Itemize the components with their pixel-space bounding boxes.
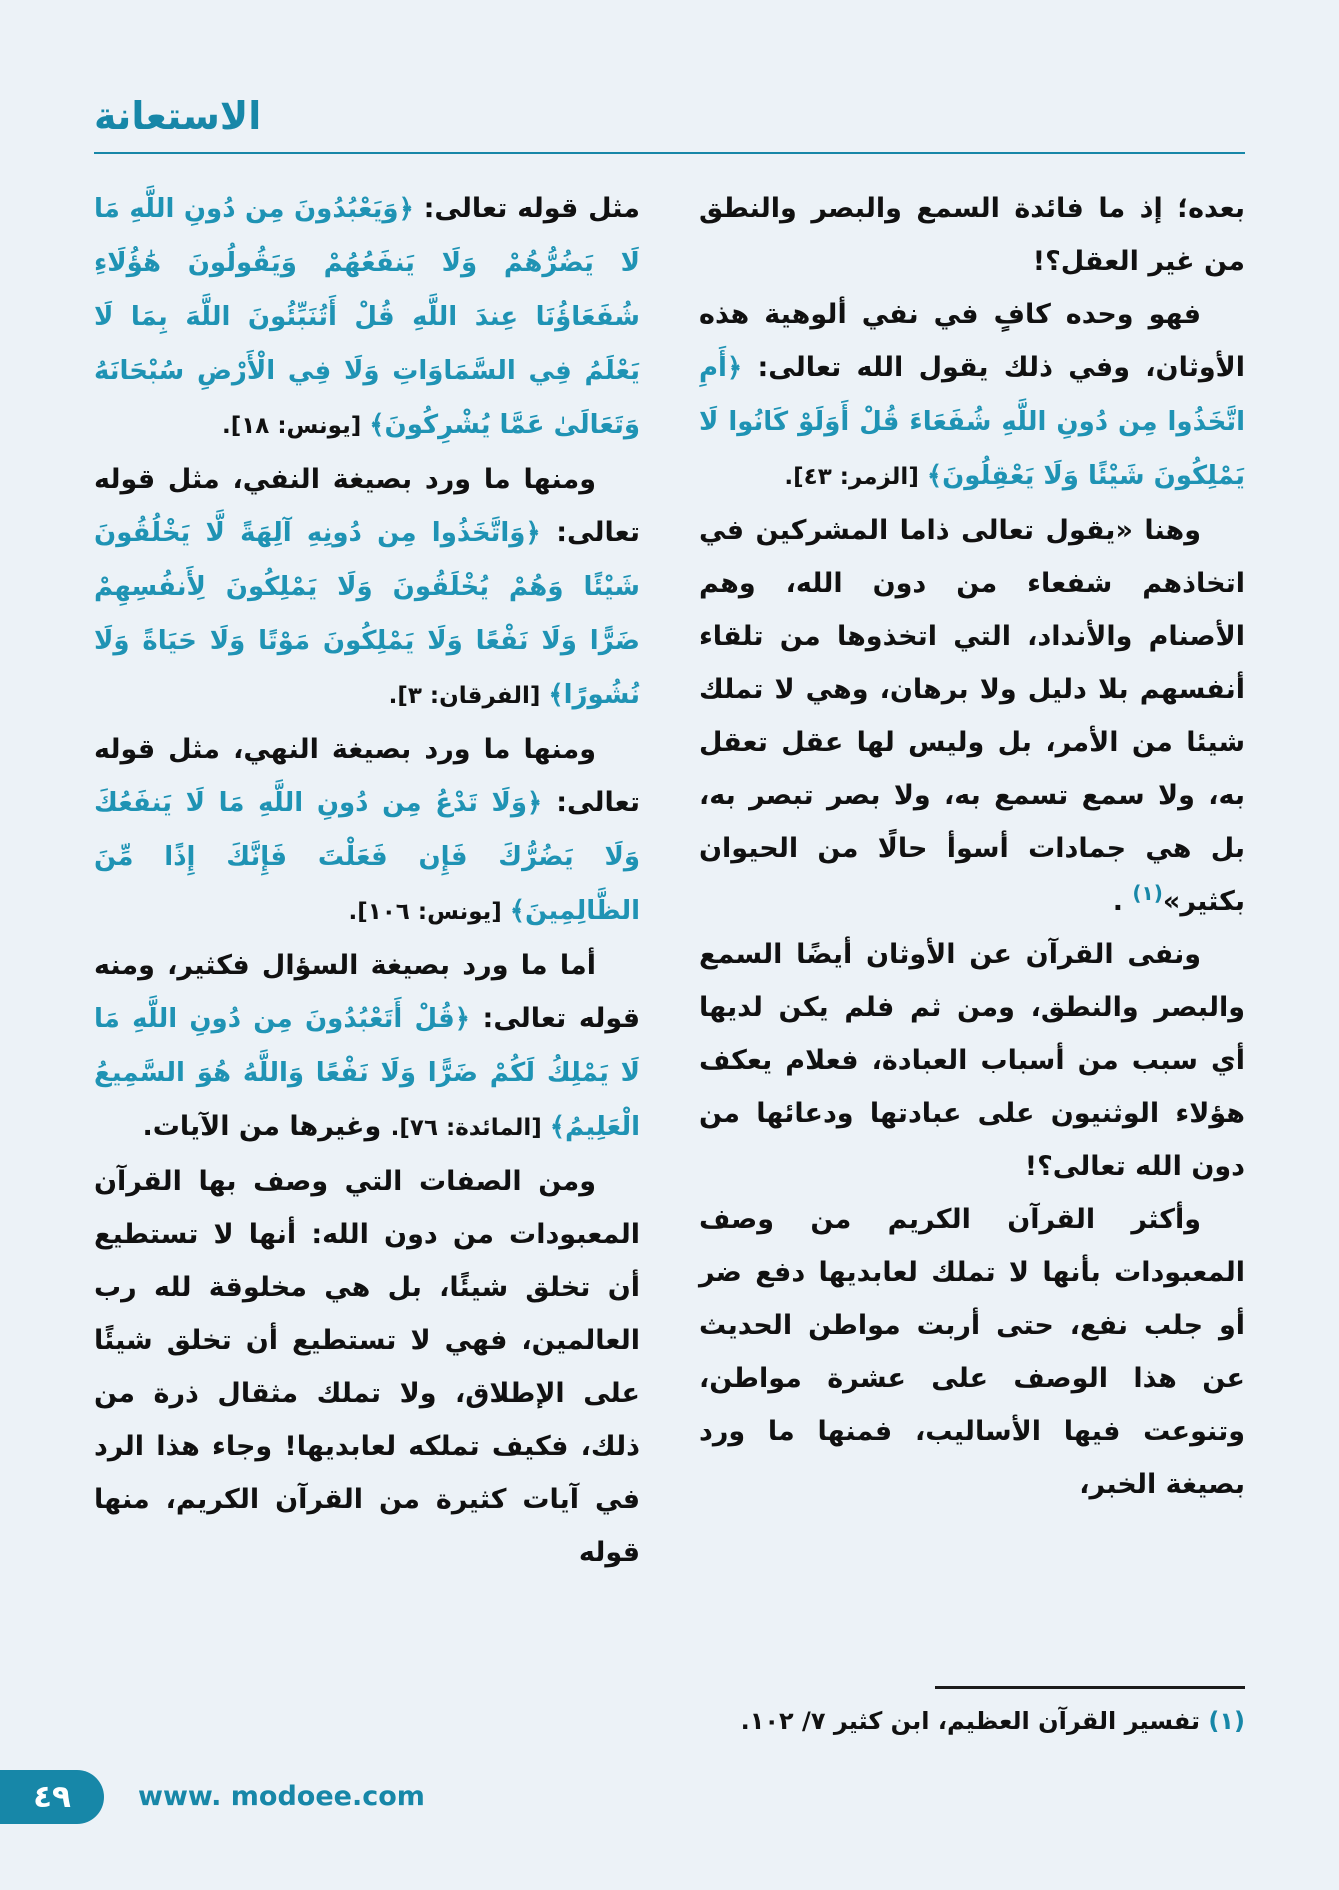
footnote: [699, 1703, 1245, 1739]
paragraph: [94, 1155, 640, 1579]
body-text: ومنها ما ورد بصيغة النفي، مثل قوله تعالى:: [94, 464, 640, 548]
page-number: ٤٩: [33, 1779, 71, 1815]
header-divider: [94, 152, 1245, 154]
page-number-badge: [0, 1770, 104, 1824]
quran-verse: ﴿وَلَا تَدْعُ مِن دُونِ اللَّهِ مَا لَا يَنفَعُكَ وَلَا يَضُرُّكَ فَإِن فَعَلْتَ فَإِنَّكَ إِذًا مِّنَ الظَّالِمِينَ﴾: [94, 788, 640, 926]
body-text: ومنها ما ورد بصيغة النهي، مثل قوله تعالى:: [94, 734, 640, 818]
text-columns: [94, 182, 1245, 1674]
footnote-number: (١): [1208, 1707, 1245, 1735]
body-text: ونفى القرآن عن الأوثان أيضًا السمع والبصر والنطق، ومن ثم فلم يكن لديها أي سبب من أسباب العبادة، فعلام يعكف هؤلاء الوثنيون على عبادتها ودعائها من دون الله تعالى؟!: [699, 939, 1245, 1182]
body-text: فهو وحده كافٍ في نفي ألوهية هذه الأوثان، وفي ذلك يقول الله تعالى:: [699, 299, 1245, 383]
quran-verse: ﴿قُلْ أَتَعْبُدُونَ مِن دُونِ اللَّهِ مَا لَا يَمْلِكُ لَكُمْ ضَرًّا وَلَا نَفْعًا وَاللَّهُ هُوَ السَّمِيعُ الْعَلِيمُ﴾: [94, 1004, 640, 1142]
verse-reference: [المائدة: ٧٦].: [390, 1115, 550, 1141]
paragraph: [94, 182, 640, 453]
verse-reference: [الفرقان: ٣].: [388, 683, 549, 709]
paragraph: [94, 939, 640, 1155]
body-text: ومن الصفات التي وصف بها القرآن المعبودات من دون الله: أنها لا تستطيع أن تخلق شيئًا، بل هي مخلوقة لله رب العالمين، فهي لا تستطيع أن تخلق شيئًا على الإطلاق، ولا تملك مثقال ذرة من ذلك، فكيف تملكه لعابديها! وجاء هذا الرد في آيات كثيرة من القرآن الكريم، منها قوله: [94, 1166, 640, 1568]
footnote-area: [699, 1686, 1245, 1739]
website-link[interactable]: www. modoee.com: [138, 1781, 425, 1812]
body-text: وغيرها من الآيات.: [142, 1111, 391, 1142]
paragraph: [699, 928, 1245, 1193]
footnote-marker: (١): [1132, 881, 1163, 905]
body-text: وهنا «يقول تعالى ذاما المشركين في اتخاذهم شفعاء من دون الله، وهم الأصنام والأنداد، التي اتخذوها من تلقاء أنفسهم بلا دليل ولا برهان، وهي لا تملك شيئا من الأمر، بل وليس لها عقل تعقل به، ولا سمع تسمع به، ولا بصر تبصر به، بل هي جمادات أسوأ حالًا من الحيوان بكثير»: [699, 515, 1245, 917]
footnote-divider: [935, 1686, 1245, 1689]
verse-reference: [يونس: ١٠٦].: [348, 899, 510, 925]
chapter-title: الاستعانة: [94, 94, 262, 138]
quran-verse: ﴿وَيَعْبُدُونَ مِن دُونِ اللَّهِ مَا لَا يَضُرُّهُمْ وَلَا يَنفَعُهُمْ وَيَقُولُونَ هَٰؤُلَاءِ شُفَعَاؤُنَا عِندَ اللَّهِ قُلْ أَتُنَبِّئُونَ اللَّهَ بِمَا لَا يَعْلَمُ فِي السَّمَاوَاتِ وَلَا فِي الْأَرْضِ سُبْحَانَهُ وَتَعَالَىٰ عَمَّا يُشْرِكُونَ﴾: [94, 194, 640, 440]
body-text: بعده؛ إذ ما فائدة السمع والبصر والنطق من غير العقل؟!: [699, 193, 1245, 277]
verse-reference: [الزمر: ٤٣].: [784, 464, 927, 490]
body-text: .: [1112, 886, 1133, 917]
paragraph: [94, 453, 640, 723]
text-column-left: [94, 182, 640, 1674]
body-text: وأكثر القرآن الكريم من وصف المعبودات بأنها لا تملك لعابديها دفع ضر أو جلب نفع، حتى أربت مواطن الحديث عن هذا الوصف على عشرة مواطن، وتنوعت فيها الأساليب، فمنها ما ورد بصيغة الخبر،: [699, 1204, 1245, 1500]
paragraph: [699, 504, 1245, 928]
paragraph: [699, 182, 1245, 288]
body-text: مثل قوله تعالى:: [413, 193, 640, 224]
verse-reference: [يونس: ١٨].: [222, 413, 370, 439]
footnote-text: تفسير القرآن العظيم، ابن كثير ٧/ ١٠٢.: [740, 1707, 1209, 1735]
paragraph: [94, 723, 640, 939]
quran-verse: ﴿أَمِ اتَّخَذُوا مِن دُونِ اللَّهِ شُفَعَاءَ قُلْ أَوَلَوْ كَانُوا لَا يَمْلِكُونَ شَيْئًا وَلَا يَعْقِلُونَ﴾: [699, 353, 1245, 491]
body-text: أما ما ورد بصيغة السؤال فكثير، ومنه قوله تعالى:: [94, 950, 640, 1034]
paragraph: [699, 288, 1245, 504]
text-column-right: [699, 182, 1245, 1674]
quran-verse: ﴿وَاتَّخَذُوا مِن دُونِهِ آلِهَةً لَّا يَخْلُقُونَ شَيْئًا وَهُمْ يُخْلَقُونَ وَلَا يَمْلِكُونَ لِأَنفُسِهِمْ ضَرًّا وَلَا نَفْعًا وَلَا يَمْلِكُونَ مَوْتًا وَلَا حَيَاةً وَلَا نُشُورًا﴾: [94, 518, 640, 710]
paragraph: [699, 1193, 1245, 1511]
